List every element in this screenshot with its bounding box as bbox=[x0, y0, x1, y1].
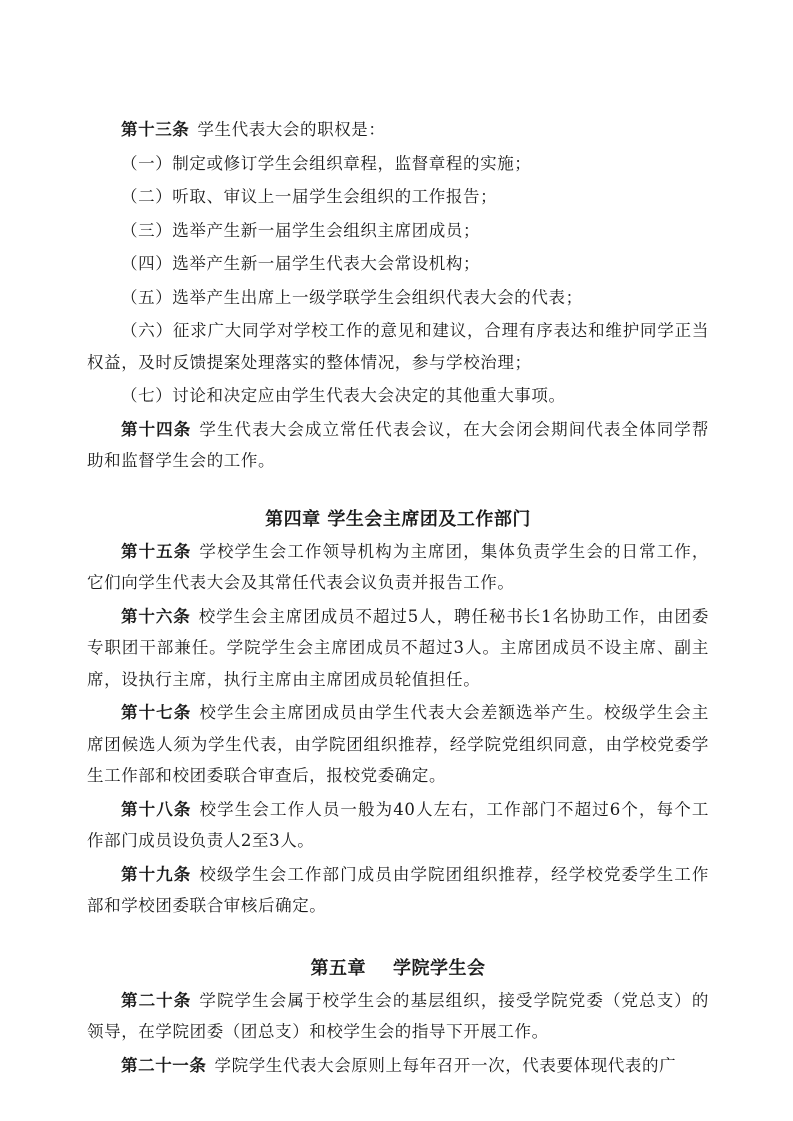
article-label: 第十三条 bbox=[121, 120, 190, 139]
article-14 bbox=[87, 414, 709, 477]
article-text: 学生代表大会成立常任代表会议，在大会闭会期间代表全体同学帮助和监督学生会的工作。 bbox=[87, 419, 710, 470]
article-20 bbox=[87, 985, 709, 1048]
chapter-4-title: 第四章 学生会主席团及工作部门 bbox=[265, 508, 531, 530]
article-15 bbox=[87, 536, 709, 599]
article-text: 校学生会主席团成员不超过5人，聘任秘书长1名协助工作，由团委专职团干部兼任。学院学生会主席团成员不超过3人。主席团成员不设主席、副主席，设执行主席，执行主席由主席团成员轮值担任。 bbox=[87, 606, 709, 689]
list-item bbox=[87, 148, 709, 180]
article-label: 第二十一条 bbox=[121, 1055, 207, 1075]
article-13 bbox=[87, 114, 709, 146]
list-item-text: （四）选举产生新一届学生代表大会常设机构； bbox=[121, 254, 481, 273]
article-label: 第十七条 bbox=[121, 703, 192, 722]
article-text: 学校学生会工作领导机构为主席团，集体负责学生会的日常工作，它们向学生代表大会及其常任代表会议负责并报告工作。 bbox=[87, 541, 710, 592]
list-item bbox=[87, 380, 709, 412]
article-17 bbox=[87, 697, 709, 792]
chapter-5-title: 第五章 学院学生会 bbox=[310, 957, 486, 979]
article-21 bbox=[87, 1050, 709, 1082]
article-text: 校级学生会工作部门成员由学院团组织推荐，经学校党委学生工作部和学校团委联合审核后确定。 bbox=[87, 864, 710, 915]
article-text: 学院学生会属于校学生会的基层组织，接受学院党委（党总支）的领导，在学院团委（团总支）和校学生会的指导下开展工作。 bbox=[87, 990, 710, 1041]
list-item bbox=[87, 315, 709, 378]
article-label: 第二十条 bbox=[121, 990, 192, 1010]
article-label: 第十八条 bbox=[121, 799, 192, 819]
article-label: 第十四条 bbox=[121, 419, 192, 439]
article-text: 学生代表大会的职权是： bbox=[197, 120, 386, 139]
list-item bbox=[87, 215, 709, 247]
article-label: 第十九条 bbox=[121, 864, 192, 884]
article-19 bbox=[87, 859, 709, 922]
list-item-text: （一）制定或修订学生会组织章程，监督章程的实施； bbox=[121, 153, 532, 173]
article-16 bbox=[87, 601, 709, 696]
article-label: 第十五条 bbox=[121, 541, 192, 561]
list-item bbox=[87, 282, 709, 314]
article-text: 校学生会主席团成员由学生代表大会差额选举产生。校级学生会主席团候选人须为学生代表，由学院团组织推荐，经学院党组织同意，由学校党委学生工作部和校团委联合审查后，报校党委确定。 bbox=[87, 703, 710, 785]
list-item-text: （二）听取、审议上一届学生会组织的工作报告； bbox=[121, 187, 498, 206]
article-text: 学院学生代表大会原则上每年召开一次，代表要体现代表的广 bbox=[214, 1055, 677, 1075]
article-label: 第十六条 bbox=[121, 606, 191, 626]
document-page bbox=[87, 114, 709, 1083]
list-item-text: （六）征求广大同学对学校工作的意见和建议，合理有序表达和维护同学正当权益，及时反馈提案处理落实的整体情况，参与学校治理； bbox=[87, 321, 709, 372]
list-item-text: （五）选举产生出席上一级学联学生会组织代表大会的代表； bbox=[121, 287, 583, 307]
article-18 bbox=[87, 794, 709, 857]
list-item bbox=[87, 181, 709, 213]
list-item-text: （三）选举产生新一届学生会组织主席团成员； bbox=[121, 220, 481, 240]
list-item-text: （七）讨论和决定应由学生代表大会决定的其他重大事项。 bbox=[121, 386, 566, 405]
list-item bbox=[87, 248, 709, 280]
article-text: 校学生会工作人员一般为40人左右，工作部门不超过6个，每个工作部门成员设负责人2至3人。 bbox=[87, 799, 709, 850]
